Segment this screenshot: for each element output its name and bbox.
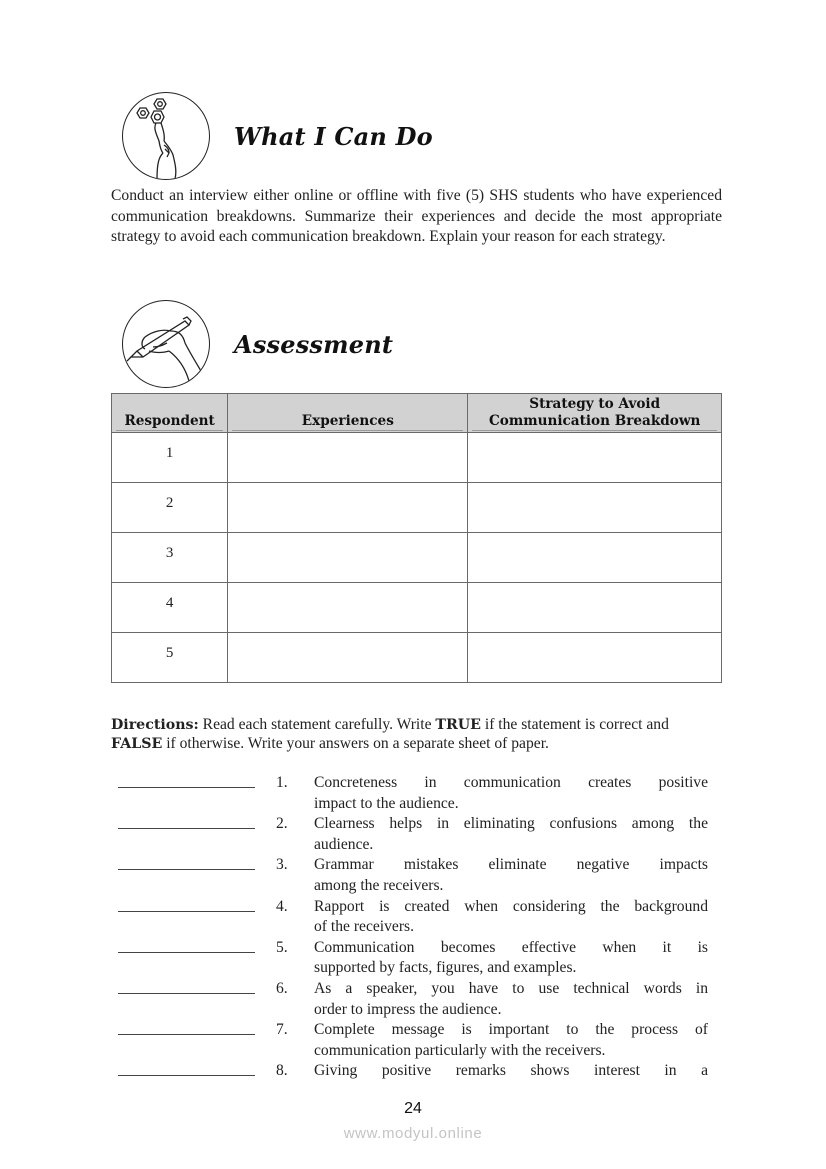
- item-statement: Concreteness in communication creates positive impact to the audience.: [314, 774, 708, 812]
- hand-writing-pencil-icon: [122, 300, 210, 388]
- hand-with-bolts-icon: [122, 92, 210, 180]
- what-i-can-do-header: [122, 92, 433, 180]
- item-number: 5.: [276, 938, 288, 956]
- item-statement: Communication becomes effective when it is supported by facts, figures, and examples.: [314, 938, 708, 977]
- item-number: 3.: [276, 856, 288, 874]
- strategy-cell[interactable]: [468, 483, 722, 533]
- item-number: 6.: [276, 979, 288, 997]
- answer-blank[interactable]: [118, 786, 255, 788]
- answer-blank[interactable]: [118, 1033, 255, 1035]
- table-row: [112, 533, 722, 583]
- item-number: 7.: [276, 1021, 288, 1039]
- header-respondent: Respondent: [112, 394, 228, 433]
- item-statement: Rapport is created when considering the background of the receivers.: [314, 897, 708, 936]
- watermark: www.modyul.online: [343, 1125, 483, 1142]
- table-header-row: [112, 394, 722, 433]
- list-item: [118, 938, 710, 979]
- item-number: 1.: [276, 774, 288, 791]
- answer-blank[interactable]: [118, 868, 255, 870]
- respondent-cell: 1: [112, 433, 228, 483]
- header-strategy: Strategy to Avoid Communication Breakdown: [468, 394, 722, 433]
- list-item: [118, 897, 710, 938]
- respondent-cell: 3: [112, 533, 228, 583]
- list-item: [118, 1020, 710, 1061]
- answer-blank[interactable]: [118, 951, 255, 953]
- experiences-cell[interactable]: [228, 483, 468, 533]
- item-statement: As a speaker, you have to use technical words in order to impress the audience.: [314, 979, 708, 1018]
- directions-label: Directions:: [111, 717, 199, 733]
- page-number: 24: [404, 1100, 422, 1117]
- true-false-list: [118, 773, 710, 1103]
- false-keyword: FALSE: [111, 735, 163, 752]
- experiences-cell[interactable]: [228, 583, 468, 633]
- list-item: [118, 855, 710, 896]
- answer-blank[interactable]: [118, 1074, 255, 1076]
- assessment-table: [111, 393, 722, 683]
- item-statement: Clearness helps in eliminating confusions among the audience.: [314, 815, 708, 853]
- list-item: [118, 1061, 710, 1102]
- header-experiences: Experiences: [228, 394, 468, 433]
- table-row: [112, 583, 722, 633]
- item-statement: Grammar mistakes eliminate negative impacts among the receivers.: [314, 856, 708, 894]
- respondent-cell: 4: [112, 583, 228, 633]
- respondent-cell: 2: [112, 483, 228, 533]
- table-row: [112, 433, 722, 483]
- assessment-header: [122, 300, 393, 388]
- section-title: Assessment: [234, 329, 394, 359]
- item-number: 2.: [276, 815, 288, 833]
- section-title: What I Can Do: [234, 121, 433, 151]
- item-statement: Giving positive remarks shows interest in a: [314, 1062, 708, 1080]
- answer-blank[interactable]: [118, 910, 255, 912]
- respondent-cell: 5: [112, 633, 228, 683]
- answer-blank[interactable]: [118, 827, 255, 829]
- strategy-cell[interactable]: [468, 583, 722, 633]
- experiences-cell[interactable]: [228, 533, 468, 583]
- directions-text: Directions: Read each statement carefully. Write TRUE if the statement is correct and FALSE if otherwise. Write your answers on a separate sheet of paper.: [111, 716, 669, 752]
- experiences-cell[interactable]: [228, 433, 468, 483]
- strategy-cell[interactable]: [468, 533, 722, 583]
- experiences-cell[interactable]: [228, 633, 468, 683]
- table-row: [112, 633, 722, 683]
- item-statement: Complete message is important to the process of communication particularly with the receivers.: [314, 1021, 708, 1059]
- instructions-paragraph: Conduct an interview either online or offline with five (5) SHS students who have experienced communication breakdowns. Summarize their experiences and decide the most appropriate strategy to avoid each communication breakdown. Explain your reason for each strategy.: [111, 187, 722, 246]
- item-number: 4.: [276, 897, 288, 915]
- list-item: [118, 773, 710, 814]
- strategy-cell[interactable]: [468, 433, 722, 483]
- list-item: [118, 979, 710, 1020]
- answer-blank[interactable]: [118, 992, 255, 994]
- true-keyword: TRUE: [435, 717, 481, 733]
- strategy-cell[interactable]: [468, 633, 722, 683]
- list-item: [118, 814, 710, 855]
- item-number: 8.: [276, 1062, 288, 1080]
- table-row: [112, 483, 722, 533]
